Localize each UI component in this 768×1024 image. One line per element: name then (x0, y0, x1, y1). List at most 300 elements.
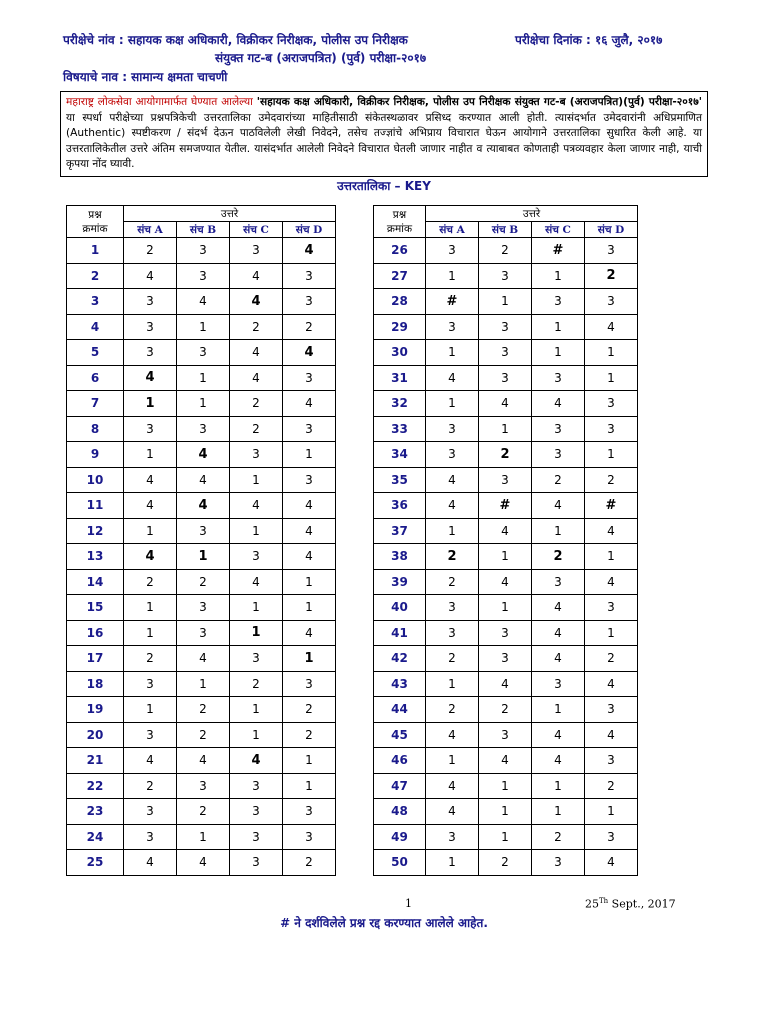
answer-set-a: 3 (124, 722, 177, 748)
table-row (67, 544, 336, 570)
table-row (67, 340, 336, 366)
answers-header: उत्तरे (426, 206, 638, 222)
answer-set-b: 1 (177, 544, 230, 570)
answer-set-a: 1 (124, 620, 177, 646)
answer-set-a: 3 (124, 416, 177, 442)
answer-set-d: 3 (585, 289, 638, 315)
answer-set-b: 4 (177, 748, 230, 774)
answer-set-b: 1 (479, 289, 532, 315)
answer-set-c: 1 (230, 595, 283, 621)
answer-set-d: 3 (283, 289, 336, 315)
answer-set-d: 4 (585, 569, 638, 595)
answer-set-a: 1 (426, 671, 479, 697)
answer-set-d: 3 (283, 824, 336, 850)
answer-set-c: 3 (230, 442, 283, 468)
answer-set-c: 4 (532, 595, 585, 621)
answer-set-d: 3 (585, 595, 638, 621)
table-row (67, 824, 336, 850)
question-number: 46 (374, 748, 426, 774)
answer-set-b: 3 (177, 595, 230, 621)
answer-set-c: 3 (230, 544, 283, 570)
question-number: 20 (67, 722, 124, 748)
table-row (374, 671, 638, 697)
answer-set-b: 4 (479, 748, 532, 774)
question-number: 22 (67, 773, 124, 799)
subject-name: विषयाचे नाव : सामान्य क्षमता चाचणी (63, 70, 228, 84)
table-row (374, 365, 638, 391)
question-number: 13 (67, 544, 124, 570)
question-number: 49 (374, 824, 426, 850)
answer-set-d: 1 (585, 442, 638, 468)
answer-set-a: 3 (426, 416, 479, 442)
question-number: 25 (67, 850, 124, 876)
table-row (67, 748, 336, 774)
answer-set-b: 2 (177, 697, 230, 723)
answer-set-d: 1 (283, 646, 336, 672)
question-number: 40 (374, 595, 426, 621)
answer-set-d: 4 (585, 850, 638, 876)
question-number: 48 (374, 799, 426, 825)
header-question-line2: क्रमांक (82, 222, 108, 235)
answer-set-b: 3 (177, 518, 230, 544)
question-number: 30 (374, 340, 426, 366)
answer-set-b: 4 (479, 569, 532, 595)
answer-set-c: 3 (230, 646, 283, 672)
table-row (374, 850, 638, 876)
footer-date-rest: Sept., 2017 (608, 897, 676, 911)
notice-exam-title: 'सहायक कक्ष अधिकारी, विक्रीकर निरीक्षक, पोलीस उप निरीक्षक संयुक्त गट-ब (अराजपत्रित)(पुर्व) परीक्षा-२०१७' (256, 96, 703, 108)
table-row (67, 518, 336, 544)
table-row (374, 493, 638, 519)
answer-set-a: 4 (426, 799, 479, 825)
answer-set-b: 3 (479, 263, 532, 289)
notice-box (60, 91, 708, 177)
answer-set-c: 3 (532, 365, 585, 391)
table-row (67, 671, 336, 697)
answer-set-b: 1 (479, 824, 532, 850)
answer-set-c: 4 (532, 391, 585, 417)
page-number: 1 (405, 897, 412, 910)
answer-set-a: 2 (124, 569, 177, 595)
table-row (67, 467, 336, 493)
answer-set-b: 4 (177, 289, 230, 315)
answer-set-c: 2 (532, 467, 585, 493)
answer-set-d: 4 (283, 391, 336, 417)
answer-set-b: 3 (177, 773, 230, 799)
answer-set-b: 1 (479, 595, 532, 621)
answer-set-a: 1 (124, 595, 177, 621)
answer-set-a: 4 (426, 365, 479, 391)
answer-set-a: 4 (124, 467, 177, 493)
answer-set-b: 4 (479, 391, 532, 417)
answer-set-d: 1 (283, 442, 336, 468)
question-number: 28 (374, 289, 426, 315)
table-row (374, 238, 638, 264)
table-row (67, 416, 336, 442)
table-row (67, 646, 336, 672)
answer-set-d: 3 (283, 365, 336, 391)
answer-set-c: 1 (532, 799, 585, 825)
question-number: 43 (374, 671, 426, 697)
answer-set-d: 3 (283, 799, 336, 825)
question-number: 8 (67, 416, 124, 442)
notice-body: या स्पर्धा परीक्षेच्या प्रश्नपत्रिकेची उत्तरतालिका उमेदवारांच्या माहितीसाठी संकेतस्थळावर प्रसिध्द करण्यात आली होती. त्यासंदर्भात उमेदवारांनी अधिप्रमाणित (Authentic) स्पष्टीकरण / संदर्भ देऊन पाठविलेली लेखी निवेदने, तसेच तज्ज्ञांचे अभिप्राय विचारात घेऊन आयोगाने उत्तरतालिका सुधारित केली आहे. या उत्तरतालिकेतील उत्तरे अंतिम समजण्यात येतील. यासंदर्भात आलेली निवेदने विचारात घेतली जाणार नाहीत व त्याबाबत कोणताही पत्रव्यवहार केला जाणार नाही, याची कृपया नोंद घ्यावी. (66, 111, 702, 170)
answer-set-a: 1 (426, 850, 479, 876)
question-number: 45 (374, 722, 426, 748)
table-row (67, 595, 336, 621)
answer-set-a: 3 (124, 340, 177, 366)
answer-set-b: 2 (479, 238, 532, 264)
answer-set-a: 1 (124, 391, 177, 417)
question-number: 23 (67, 799, 124, 825)
question-number: 7 (67, 391, 124, 417)
answer-set-c: 3 (230, 773, 283, 799)
answer-set-b: 4 (177, 467, 230, 493)
answer-set-b: 2 (177, 799, 230, 825)
answer-set-a: 3 (124, 824, 177, 850)
answer-set-b: 1 (479, 799, 532, 825)
table-row (67, 365, 336, 391)
answer-set-a: 2 (426, 697, 479, 723)
answer-set-b: 3 (479, 620, 532, 646)
question-number: 26 (374, 238, 426, 264)
answer-set-c: 4 (230, 263, 283, 289)
set-b-header: संच B (479, 222, 532, 238)
question-number: 5 (67, 340, 124, 366)
answer-set-c: 4 (230, 493, 283, 519)
answer-set-c: 4 (532, 722, 585, 748)
answer-set-a: 1 (426, 391, 479, 417)
exam-name-label: परीक्षेचे नांव : सहायक कक्ष अधिकारी, विक्रीकर निरीक्षक, पोलीस उप निरीक्षक (63, 33, 408, 47)
answer-set-c: 1 (230, 620, 283, 646)
answer-set-a: 4 (426, 493, 479, 519)
answer-set-b: 3 (177, 620, 230, 646)
cancelled-questions-note: # ने दर्शविलेले प्रश्न रद्द करण्यात आलेले आहेत. (280, 916, 488, 930)
answer-set-a: 1 (124, 442, 177, 468)
answer-set-d: 3 (283, 671, 336, 697)
answer-set-d: 2 (585, 263, 638, 289)
table-row (67, 850, 336, 876)
answer-set-a: 4 (124, 493, 177, 519)
answer-set-a: 2 (426, 646, 479, 672)
answer-set-a: 2 (426, 569, 479, 595)
answer-set-b: 4 (479, 671, 532, 697)
answer-set-a: 1 (124, 518, 177, 544)
answer-set-d: 1 (585, 544, 638, 570)
set-a-header: संच A (124, 222, 177, 238)
table-row (374, 620, 638, 646)
answer-set-c: 3 (532, 671, 585, 697)
answer-set-b: 4 (177, 850, 230, 876)
table-row (374, 544, 638, 570)
answer-set-d: 2 (283, 314, 336, 340)
table-row (374, 646, 638, 672)
set-a-header: संच A (426, 222, 479, 238)
set-d-header: संच D (283, 222, 336, 238)
question-number: 15 (67, 595, 124, 621)
answer-set-a: 4 (124, 544, 177, 570)
question-number: 50 (374, 850, 426, 876)
answer-set-c: 3 (532, 416, 585, 442)
set-d-header: संच D (585, 222, 638, 238)
answer-set-b: 1 (177, 824, 230, 850)
answer-table-right (373, 205, 638, 876)
table-row (67, 289, 336, 315)
answer-set-a: 3 (124, 799, 177, 825)
question-number: 44 (374, 697, 426, 723)
answer-set-a: 3 (124, 289, 177, 315)
table-row (374, 824, 638, 850)
answer-set-d: 4 (585, 518, 638, 544)
answer-set-a: 3 (426, 238, 479, 264)
answer-set-c: 4 (532, 748, 585, 774)
answer-set-a: 2 (124, 238, 177, 264)
answer-set-b: 2 (479, 697, 532, 723)
answer-set-d: 4 (283, 518, 336, 544)
answer-set-d: 3 (585, 416, 638, 442)
table-row (67, 391, 336, 417)
answer-set-d: 1 (585, 620, 638, 646)
answer-set-c: 4 (532, 646, 585, 672)
answer-set-c: 1 (230, 697, 283, 723)
table-row (374, 799, 638, 825)
answer-set-b: 3 (177, 340, 230, 366)
question-number: 24 (67, 824, 124, 850)
answer-set-c: 3 (532, 442, 585, 468)
answer-set-b: 2 (177, 722, 230, 748)
question-number: 18 (67, 671, 124, 697)
table-row (374, 773, 638, 799)
question-number: 29 (374, 314, 426, 340)
question-number: 21 (67, 748, 124, 774)
header-question-line1: प्रश्न (392, 208, 407, 221)
table-row (374, 289, 638, 315)
answer-set-a: 3 (426, 442, 479, 468)
answer-set-c: 4 (532, 493, 585, 519)
answer-set-c: 3 (230, 824, 283, 850)
answer-set-b: 3 (479, 646, 532, 672)
exam-name-line2: संयुक्त गट-ब (अराजपत्रित) (पुर्व) परीक्षा-२०१७ (215, 51, 427, 65)
table-row (374, 595, 638, 621)
question-number: 36 (374, 493, 426, 519)
answer-set-c: 4 (532, 620, 585, 646)
answer-set-c: 2 (230, 416, 283, 442)
answer-set-b: 2 (479, 442, 532, 468)
answer-set-d: 1 (283, 569, 336, 595)
answer-set-d: 2 (585, 773, 638, 799)
table-row (67, 722, 336, 748)
question-number: 38 (374, 544, 426, 570)
answer-set-a: 1 (426, 263, 479, 289)
answer-set-a: 2 (124, 646, 177, 672)
answer-set-d: 4 (283, 544, 336, 570)
question-number: 41 (374, 620, 426, 646)
answer-set-d: 2 (283, 722, 336, 748)
answer-set-c: 3 (532, 289, 585, 315)
question-number: 2 (67, 263, 124, 289)
answer-set-d: 3 (585, 748, 638, 774)
answer-set-b: 4 (479, 518, 532, 544)
answer-set-c: # (532, 238, 585, 264)
table-row (67, 799, 336, 825)
set-c-header: संच C (230, 222, 283, 238)
answer-set-a: 3 (426, 620, 479, 646)
answer-set-c: 2 (532, 824, 585, 850)
question-number: 37 (374, 518, 426, 544)
answer-set-d: 3 (585, 238, 638, 264)
question-number: 39 (374, 569, 426, 595)
question-number: 34 (374, 442, 426, 468)
question-number-header (67, 206, 124, 238)
answer-table-left (66, 205, 336, 876)
table-row (374, 416, 638, 442)
answer-set-a: 4 (124, 365, 177, 391)
answer-set-a: # (426, 289, 479, 315)
question-number: 1 (67, 238, 124, 264)
answer-set-c: 3 (532, 850, 585, 876)
answer-set-d: 3 (585, 697, 638, 723)
footer-date (585, 897, 676, 911)
answer-set-d: 4 (283, 493, 336, 519)
answer-set-c: 1 (532, 314, 585, 340)
answer-set-d: 2 (585, 467, 638, 493)
key-title: उत्तरतालिका – KEY (337, 179, 431, 193)
question-number: 27 (374, 263, 426, 289)
answer-set-b: 3 (479, 467, 532, 493)
answer-set-d: 4 (585, 671, 638, 697)
answer-set-c: 1 (230, 722, 283, 748)
answer-set-d: 4 (585, 314, 638, 340)
question-number: 14 (67, 569, 124, 595)
answer-set-b: 3 (177, 238, 230, 264)
question-number: 35 (374, 467, 426, 493)
table-row (67, 314, 336, 340)
answer-set-c: 1 (230, 518, 283, 544)
notice-intro: महाराष्ट्र लोकसेवा आयोगामार्फत घेण्यात आलेल्या (66, 96, 257, 108)
answer-set-c: 1 (532, 340, 585, 366)
answer-set-b: 1 (177, 314, 230, 340)
answer-set-b: 1 (479, 773, 532, 799)
answer-set-a: 3 (426, 824, 479, 850)
answer-set-d: 3 (585, 824, 638, 850)
answer-set-d: 1 (283, 773, 336, 799)
answer-set-a: 4 (124, 850, 177, 876)
question-number: 33 (374, 416, 426, 442)
answer-set-c: 2 (230, 391, 283, 417)
table-row (67, 263, 336, 289)
table-row (374, 263, 638, 289)
answer-set-b: 1 (177, 391, 230, 417)
answer-set-b: 1 (177, 671, 230, 697)
answer-set-b: 2 (177, 569, 230, 595)
answer-set-c: 3 (532, 569, 585, 595)
question-number: 42 (374, 646, 426, 672)
table-row (374, 442, 638, 468)
question-number: 19 (67, 697, 124, 723)
answer-set-b: 1 (479, 544, 532, 570)
table-row (374, 722, 638, 748)
answer-set-d: 2 (585, 646, 638, 672)
answer-set-b: 2 (479, 850, 532, 876)
answer-set-b: # (479, 493, 532, 519)
table-row (374, 518, 638, 544)
answer-set-b: 3 (479, 722, 532, 748)
answer-set-a: 4 (124, 263, 177, 289)
answer-set-d: 3 (283, 467, 336, 493)
answer-set-c: 4 (230, 748, 283, 774)
question-number: 10 (67, 467, 124, 493)
answer-set-d: 2 (283, 850, 336, 876)
answer-set-c: 4 (230, 365, 283, 391)
table-row (374, 697, 638, 723)
question-number: 16 (67, 620, 124, 646)
answer-set-b: 1 (479, 416, 532, 442)
answer-set-d: 4 (283, 340, 336, 366)
question-number: 9 (67, 442, 124, 468)
set-b-header: संच B (177, 222, 230, 238)
question-number: 47 (374, 773, 426, 799)
answer-set-d: 1 (585, 799, 638, 825)
answer-set-a: 2 (124, 773, 177, 799)
answer-set-d: 2 (283, 697, 336, 723)
answers-header: उत्तरे (124, 206, 336, 222)
question-number: 17 (67, 646, 124, 672)
question-number-header (374, 206, 426, 238)
answer-set-d: 4 (283, 238, 336, 264)
question-number: 4 (67, 314, 124, 340)
answer-set-d: 1 (283, 748, 336, 774)
answer-set-d: 3 (283, 263, 336, 289)
answer-set-d: 4 (585, 722, 638, 748)
answer-set-c: 4 (230, 289, 283, 315)
answer-set-b: 4 (177, 646, 230, 672)
table-row (374, 314, 638, 340)
answer-set-c: 2 (532, 544, 585, 570)
header-question-line2: क्रमांक (386, 222, 413, 235)
answer-set-c: 4 (230, 569, 283, 595)
question-number: 3 (67, 289, 124, 315)
question-number: 11 (67, 493, 124, 519)
answer-set-a: 1 (426, 748, 479, 774)
answer-set-d: 1 (283, 595, 336, 621)
answer-set-a: 3 (124, 314, 177, 340)
question-number: 12 (67, 518, 124, 544)
question-number: 32 (374, 391, 426, 417)
answer-set-b: 1 (177, 365, 230, 391)
answer-set-d: 1 (585, 340, 638, 366)
answer-set-b: 3 (479, 365, 532, 391)
table-row (67, 238, 336, 264)
answer-set-c: 1 (230, 467, 283, 493)
answer-set-c: 2 (230, 314, 283, 340)
answer-set-c: 3 (230, 850, 283, 876)
table-row (374, 748, 638, 774)
answer-set-a: 1 (426, 340, 479, 366)
answer-set-c: 3 (230, 238, 283, 264)
answer-set-b: 3 (177, 263, 230, 289)
answer-set-b: 3 (479, 340, 532, 366)
answer-set-c: 3 (230, 799, 283, 825)
table-row (374, 569, 638, 595)
table-row (67, 773, 336, 799)
answer-set-c: 1 (532, 697, 585, 723)
answer-set-a: 3 (426, 314, 479, 340)
answer-set-a: 1 (426, 518, 479, 544)
answer-set-a: 4 (124, 748, 177, 774)
answer-set-a: 4 (426, 467, 479, 493)
header-question-line1: प्रश्न (88, 208, 102, 221)
answer-set-c: 1 (532, 773, 585, 799)
